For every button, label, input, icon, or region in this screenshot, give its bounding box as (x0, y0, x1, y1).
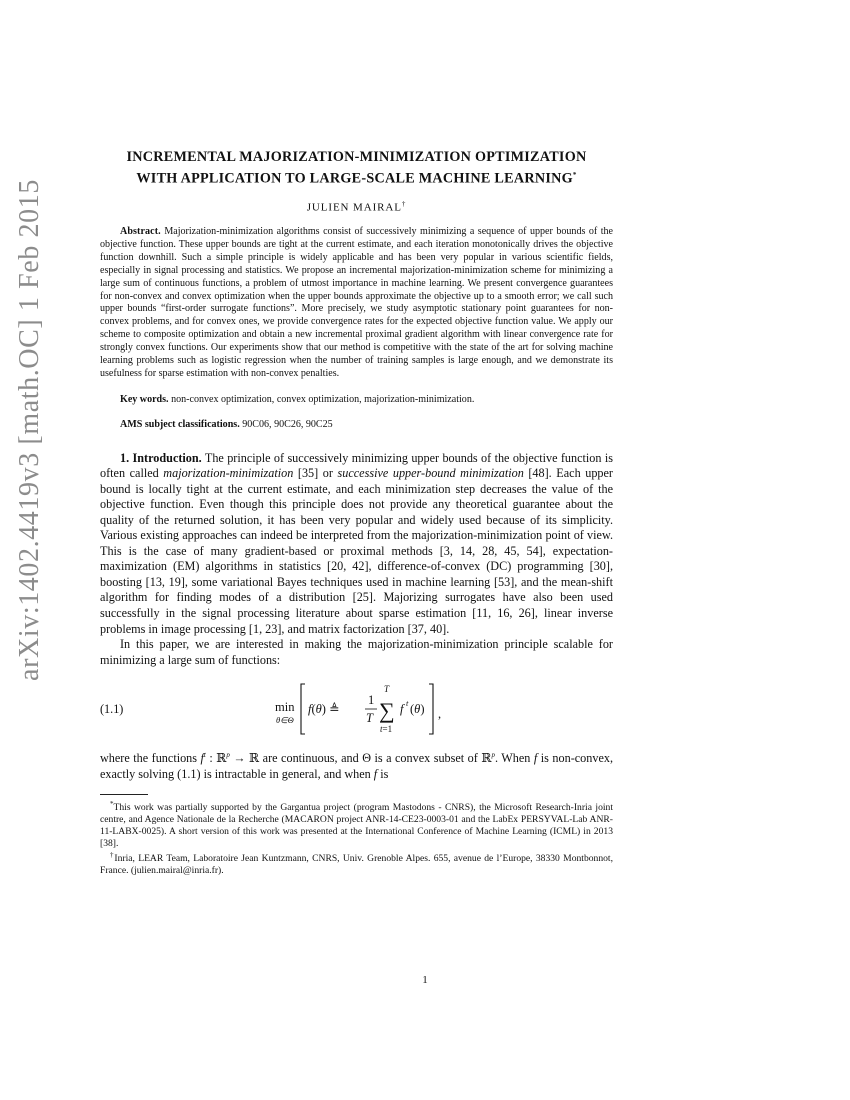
paper-title (100, 148, 613, 188)
section-heading: 1. Introduction. (120, 450, 202, 465)
ams-classification (100, 418, 613, 431)
abstract-label: Abstract. (120, 226, 161, 238)
svg-text:T: T (384, 684, 390, 695)
footnote-1-mark: * (110, 800, 114, 809)
keywords-text: non-convex optimization, convex optimization, majorization-minimization. (171, 393, 475, 405)
author-name: JULIEN MAIRAL (306, 201, 402, 214)
keywords (100, 393, 613, 406)
svg-text:θ∈Θ: θ∈Θ (276, 715, 294, 726)
title-line-1: INCREMENTAL MAJORIZATION-MINIMIZATION OPTIMIZATION (126, 149, 587, 165)
author-footnote-mark: † (401, 199, 407, 208)
svg-text:f(θ) ≜: f(θ) ≜ (308, 702, 340, 717)
title-line-2: WITH APPLICATION TO LARGE-SCALE MACHINE LEARNING (136, 170, 573, 187)
footnote-2-mark: † (110, 851, 115, 860)
equation-formula (275, 676, 475, 742)
svg-text:T: T (366, 711, 373, 726)
footnote-rule (100, 794, 148, 795)
svg-text:(θ): (θ) (410, 702, 425, 717)
svg-text:∑: ∑ (379, 698, 395, 724)
svg-text:1: 1 (368, 693, 375, 708)
abstract-text: Majorization-minimization algorithms consist of successively minimizing a sequence of upper bounds of the objective function. These upper bounds are tight at the current estimate, and each iteration monotonically drives the objective function downhill. Such a simple principle is widely applicable and has been very popular in various scientific fields, especially in signal processing and statistics. We propose an incremental majorization-minimization scheme for minimizing a large sum of continuous functions, a problem of utmost importance in machine learning. We present convergence guarantees for non-convex and convex optimization when the upper bounds approximate the objective up to a smooth error; we call such upper bounds “first-order surrogate functions”. More precisely, we study asymptotic stationary point guarantees for non-convex problems, and for convex ones, we provide convergence rates for the expected objective function value. We apply our scheme to composite optimization and obtain a new incremental proximal gradient algorithm with linear convergence rate for strongly convex functions. Our experiments show that our method is competitive with the state of the art for solving machine learning problems such as logistic regression when the number of training samples is large enough, and we demonstrate its usefulness for sparse estimation with non-convex penalties. (100, 226, 613, 379)
term-majorization-minimization: majorization-minimization (163, 466, 294, 481)
svg-text:t: t (406, 698, 409, 709)
abstract (100, 226, 613, 380)
ams-text: 90C06, 90C26, 90C25 (242, 418, 333, 430)
footnote-1: *This work was partially supported by the Gargantua project (program Mastodons - CNRS), the Microsoft Research-Inria joint centre, and Agence Nationale de la Recherche (MACARON project ANR-14-CE23-0003-01 and the LabEx PERSYVAL-Lab ANR-11-LABX-0025). A short version of this work was presented at the International Conference of Machine Learning (ICML) in 2013 [38]. (100, 800, 613, 850)
ams-label: AMS subject classifications. (120, 418, 240, 430)
equation-number: (1.1) (100, 702, 124, 717)
equation-1-1 (100, 670, 613, 748)
arxiv-identifier: arXiv:1402.4419v3 [math.OC] 1 Feb 2015 (14, 179, 45, 681)
svg-text:t=1: t=1 (380, 724, 393, 735)
page-number: 1 (422, 974, 428, 986)
svg-text:min: min (275, 700, 295, 715)
title-footnote-mark: * (572, 171, 577, 179)
svg-text:,: , (438, 707, 442, 722)
footnote-2: †Inria, LEAR Team, Laboratoire Jean Kuntzmann, CNRS, Univ. Grenoble Alpes. 655, avenue de l’Europe, 38330 Montbonnot, France. (julien.mairal@inria.fr). (100, 851, 613, 877)
paper-page (100, 148, 613, 877)
introduction-paragraph-2: In this paper, we are interested in making the majorization-minimization principle scalable for minimizing a large sum of functions: (100, 637, 613, 667)
introduction-paragraph-1: 1. Introduction. The principle of successively minimizing upper bounds of the objective function is often called majorization-minimization [35] or successive upper-bound minimization [48]. Each upper bound is locally tight at the current estimate, and each minimization step decreases the value of the objective function. Even though this principle does not provide any theoretical guarantee about the quality of the returned solution, it has been very popular and widely used because of its simplicity. Various existing approaches can indeed be interpreted from the majorization-minimization point of view. This is the case of many gradient-based or proximal methods [3, 14, 28, 45, 54], expectation-maximization (EM) algorithms in statistics [20, 42], difference-of-convex (DC) programming [30], boosting [13, 19], some variational Bayes techniques used in machine learning [53], and the mean-shift algorithm for finding modes of a distribution [25]. Majorizing surrogates have also been used successfully in the signal processing literature about sparse estimation [11, 16, 26], linear inverse problems in image processing [1, 23], and matrix factorization [37, 40]. (100, 450, 614, 636)
paragraph-after-equation: where the functions $f^t$ : ℝ$^p$ → ℝ are continuous, and Θ is a convex subset of ℝ$^p$. When f is non-convex, exactly solving (1.1) is intractable in general, and when f is (100, 751, 614, 781)
term-successive-upper-bound: successive upper-bound minimization (337, 466, 524, 481)
svg-text:f: f (400, 702, 404, 717)
author-line (100, 200, 613, 214)
keywords-label: Key words. (120, 393, 169, 405)
